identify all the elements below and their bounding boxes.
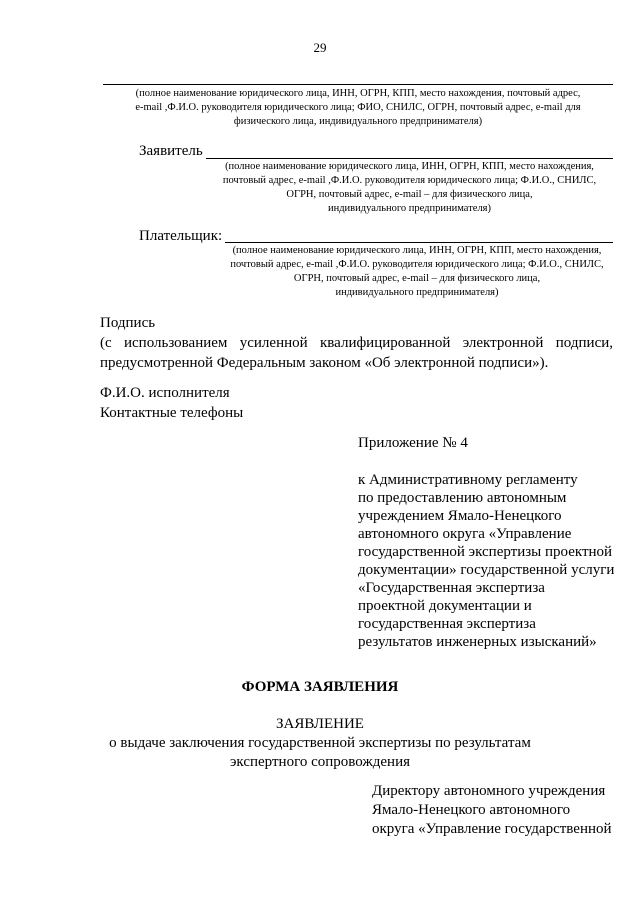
applicant-label: Заявитель: [139, 143, 203, 159]
appendix-title: Приложение № 4: [358, 435, 468, 451]
payer-note-line: ОГРН, почтовый адрес, e-mail – для физического лица,: [293, 273, 541, 284]
signature-title: Подпись: [100, 315, 156, 331]
addressee-line: округа «Управление государственной: [372, 821, 612, 837]
signature-block: [100, 313, 613, 373]
executor-phones-label: Контактные телефоны: [100, 405, 244, 421]
appendix-text: [358, 471, 614, 651]
signature-line: предусмотренной Федеральным законом «Об электронной подписи»).: [100, 355, 549, 371]
addressee-line: Ямало-Ненецкого автономного: [372, 802, 571, 818]
addressee-block: [372, 782, 612, 839]
appendix-line: документации» государственной услуги: [358, 562, 615, 578]
executor-name-label: Ф.И.О. исполнителя: [100, 385, 230, 401]
payer-fill-line: [225, 242, 613, 243]
form-heading: ЗАЯВЛЕНИЕ: [276, 716, 364, 732]
payer-note-line: почтовый адрес, e-mail ,Ф.И.О. руководителя юридического лица; Ф.И.О., СНИЛС,: [230, 259, 604, 270]
form-subheading-line: о выдаче заключения государственной экспертизы по результатам: [109, 735, 531, 751]
appendix-line: государственной экспертизы проектной: [358, 544, 613, 560]
applicant-fill-line: [206, 158, 613, 159]
header-note-line: (полное наименование юридического лица, ИНН, ОГРН, КПП, место нахождения, почтовый адрес,: [135, 88, 581, 99]
appendix-line: к Административному регламенту: [358, 472, 578, 488]
appendix-line: проектной документации и: [358, 598, 532, 614]
appendix-line: автономного округа «Управление: [358, 526, 572, 542]
addressee-line: Директору автономного учреждения: [372, 783, 606, 799]
payer-label: Плательщик:: [139, 228, 223, 244]
form-title: ФОРМА ЗАЯВЛЕНИЯ: [241, 679, 399, 695]
applicant-note-line: индивидуального предпринимателя): [327, 203, 492, 214]
applicant-note: [206, 160, 613, 216]
form-subheading-line: экспертного сопровождения: [229, 754, 410, 770]
appendix-line: учреждением Ямало-Ненецкого: [358, 508, 562, 524]
applicant-note-line: ОГРН, почтовый адрес, e-mail – для физического лица,: [286, 189, 533, 200]
header-note: [100, 87, 616, 129]
appendix-line: «Государственная экспертиза: [358, 580, 545, 596]
appendix-line: государственная экспертиза: [358, 616, 536, 632]
payer-note: [218, 244, 616, 300]
header-note-line: физического лица, индивидуального предпринимателя): [233, 116, 483, 127]
header-fill-line: [103, 84, 613, 85]
appendix-line: по предоставлению автономным: [358, 490, 567, 506]
payer-note-line: (полное наименование юридического лица, ИНН, ОГРН, КПП, место нахождения,: [232, 245, 602, 256]
header-note-line: e-mail ,Ф.И.О. руководителя юридического лица; ФИО, СНИЛС, ОГРН, почтовый адрес, e-mail для: [135, 102, 581, 113]
applicant-note-line: (полное наименование юридического лица, ИНН, ОГРН, КПП, место нахождения,: [225, 161, 594, 172]
signature-line: (с использованием усиленной квалифицированной электронной подписи,: [100, 335, 613, 351]
executor-block: [100, 383, 243, 423]
page-number: 29: [313, 40, 327, 55]
applicant-note-line: почтовый адрес, e-mail ,Ф.И.О. руководителя юридического лица; Ф.И.О., СНИЛС,: [222, 175, 597, 186]
payer-note-line: индивидуального предпринимателя): [335, 287, 499, 298]
appendix-line: результатов инженерных изысканий»: [358, 634, 597, 650]
